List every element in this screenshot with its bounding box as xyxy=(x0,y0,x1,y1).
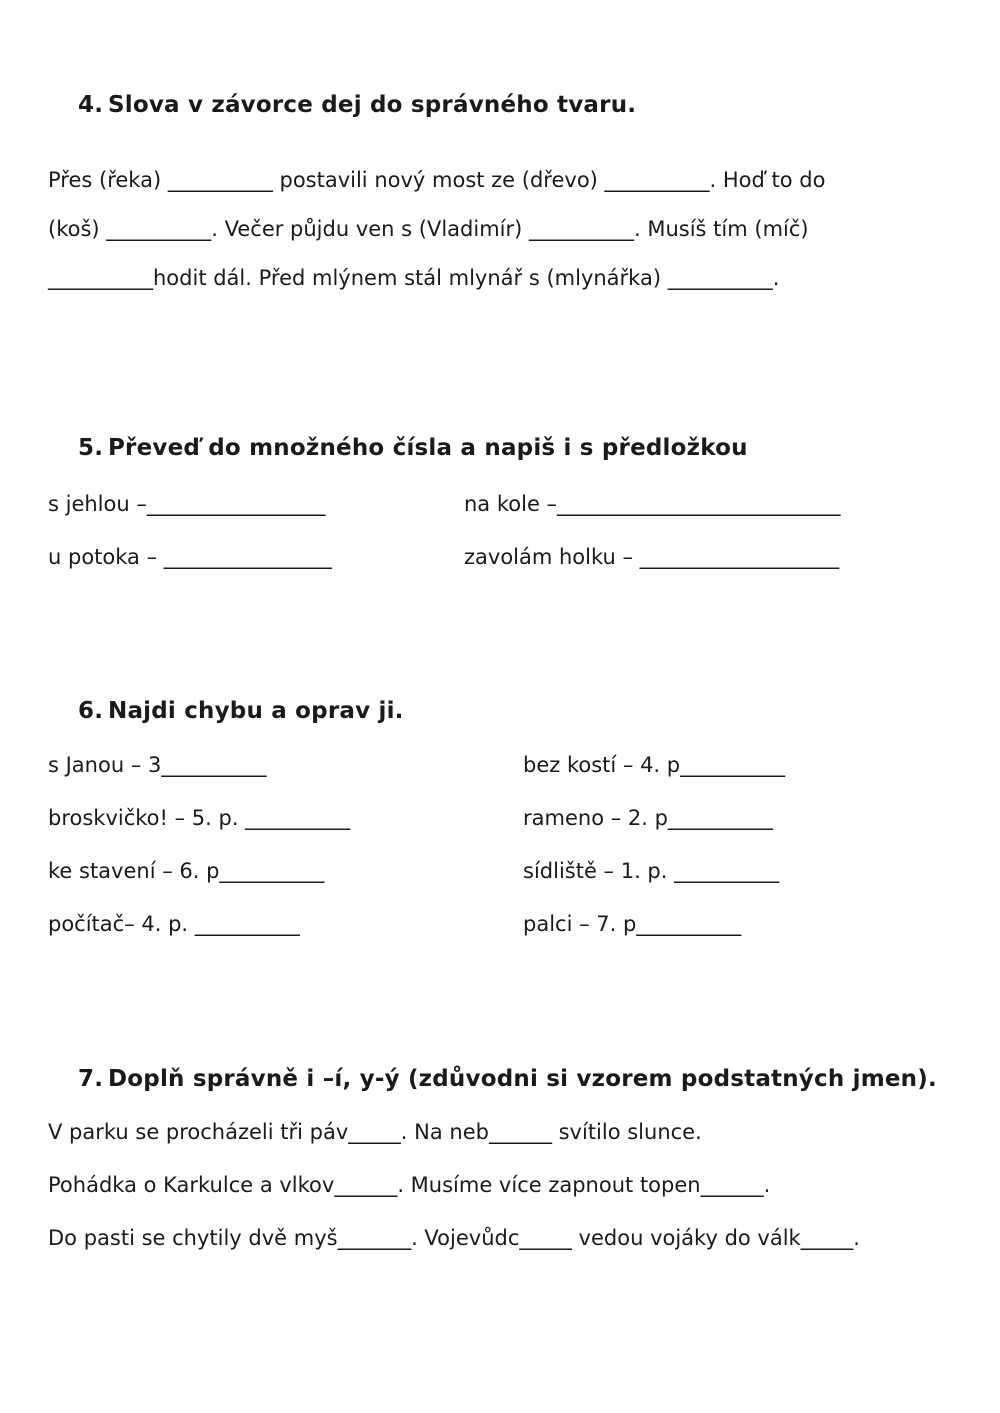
section-4-line-3: __________hodit dál. Před mlýnem stál mlynář s (mlynářka) __________. xyxy=(48,266,780,290)
section-5-number: 5. xyxy=(78,435,104,461)
section-5-heading xyxy=(78,435,748,461)
section-6-right-item-2: rameno – 2. p__________ xyxy=(523,806,773,830)
section-5-right-item-1: na kole –___________________________ xyxy=(464,492,841,516)
section-6-right-item-1: bez kostí – 4. p__________ xyxy=(523,753,786,777)
section-4-heading xyxy=(78,92,636,118)
section-6-left-item-1: s Janou – 3__________ xyxy=(48,753,267,777)
section-7-heading xyxy=(78,1066,937,1092)
section-7-line-1: V parku se procházeli tři páv_____. Na neb______ svítilo slunce. xyxy=(48,1120,702,1144)
section-6-right-item-3: sídliště – 1. p. __________ xyxy=(523,859,780,883)
section-6-title: Najdi chybu a oprav ji. xyxy=(108,698,404,724)
section-5-right-item-2: zavolám holku – ___________________ xyxy=(464,545,840,569)
section-5-title: Převeď do množného čísla a napiš i s předložkou xyxy=(108,435,748,461)
section-4-title: Slova v závorce dej do správného tvaru. xyxy=(108,92,637,118)
section-4-number: 4. xyxy=(78,92,104,118)
section-7-title: Doplň správně i –í, y-ý (zdůvodni si vzorem podstatných jmen). xyxy=(108,1066,937,1092)
section-5-left-item-1: s jehlou –_________________ xyxy=(48,492,326,516)
section-5-left-item-2: u potoka – ________________ xyxy=(48,545,332,569)
section-7-number: 7. xyxy=(78,1066,104,1092)
section-4-line-2: (koš) __________. Večer půjdu ven s (Vladimír) __________. Musíš tím (míč) xyxy=(48,217,809,241)
section-6-right-item-4: palci – 7. p__________ xyxy=(523,912,742,936)
section-4-line-1: Přes (řeka) __________ postavili nový most ze (dřevo) __________. Hoď to do xyxy=(48,168,826,192)
section-6-number: 6. xyxy=(78,698,104,724)
section-6-heading xyxy=(78,698,404,724)
section-7-line-3: Do pasti se chytily dvě myš_______. Vojevůdc_____ vedou vojáky do válk_____. xyxy=(48,1226,860,1250)
section-6-left-item-4: počítač– 4. p. __________ xyxy=(48,912,300,936)
section-6-left-item-3: ke stavení – 6. p__________ xyxy=(48,859,325,883)
section-6-left-item-2: broskvičko! – 5. p. __________ xyxy=(48,806,351,830)
section-7-line-2: Pohádka o Karkulce a vlkov______. Musíme více zapnout topen______. xyxy=(48,1173,771,1197)
